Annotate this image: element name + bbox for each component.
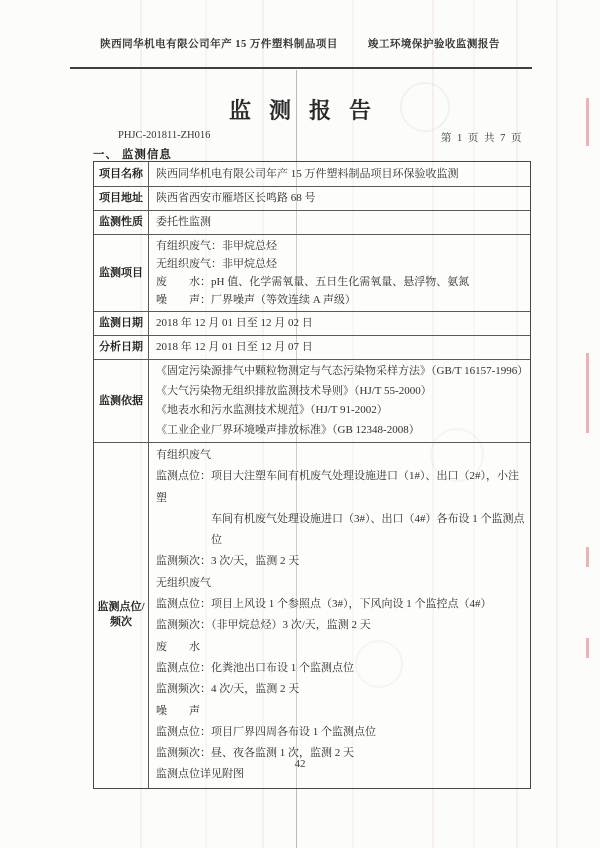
text-line: 2018 年 12 月 01 日至 12 月 02 日 [156,317,313,329]
page-indicator: 第 1 页 共 7 页 [440,133,523,144]
text-line: 无组织废气 [156,576,211,589]
table-row [94,311,530,335]
header-report-type: 竣工环境保护验收监测报告 [367,39,500,50]
row-value [149,235,530,311]
text-line: 监测点位：项目厂界四周各布设 1 个监测点位 [156,725,376,738]
section-heading: 一、 监测信息 [93,149,172,161]
text-line: 陕西省西安市雁塔区长鸣路 68 号 [156,192,316,204]
text-line: 有组织废气 [156,449,211,461]
text-line: 有组织废气：非甲烷总烃 [156,240,277,252]
row-label: 监测点位/频次 [94,443,149,788]
red-edge-mark [586,547,589,567]
table-row [94,335,530,359]
row-value [149,443,530,788]
row-value [149,336,530,359]
row-value [149,211,530,234]
row-value [149,162,530,186]
red-edge-mark [586,353,589,433]
running-header [0,36,600,51]
monitoring-table [93,161,531,789]
table-row [94,359,530,442]
text-line: 监测点位详见附图 [156,768,244,781]
table-row [94,186,530,210]
row-label: 监测依据 [94,360,149,442]
footer-page-number: 42 [294,758,306,770]
header-rule [70,67,532,69]
doc-meta-line [93,130,531,145]
text-line: 监测频次：（非甲烷总烃）3 次/天，监测 2 天 [156,619,371,632]
text-line: 监测频次：3 次/天，监测 2 天 [156,555,300,568]
text-line: 《地表水和污水监测技术规范》（HJ/T 91-2002） [156,404,388,416]
table-row [94,442,530,788]
text-line: 车间有机废气处理设施进口（3#）、出口（4#）各布设 1 个监测点位 [211,512,525,547]
text-line: 噪 声 [156,704,200,717]
text-line: 监测点位：化粪池出口布设 1 个监测点位 [156,661,354,674]
text-line: 监测频次：昼、夜各监测 1 次，监测 2 天 [156,747,354,760]
text-line: 监测点位：项目上风设 1 个参照点（3#），下风向设 1 个监控点（4#） [156,598,492,611]
text-line: 废 水 [156,640,200,653]
text-line: 陕西同华机电有限公司年产 15 万件塑料制品项目环保验收监测 [156,167,459,180]
text-line: 《固定污染源排气中颗粒物测定与气态污染物采样方法》（GB/T 16157-1996） [156,365,529,377]
row-label: 项目地址 [94,187,149,210]
row-value [149,187,530,210]
row-label: 监测项目 [94,235,149,311]
row-value [149,312,530,335]
table-row [94,162,530,186]
row-label: 监测性质 [94,211,149,234]
text-line: 废 水：pH 值、化学需氧量、五日生化需氧量、悬浮物、氨氮 [156,276,470,288]
report-title: 监测报告 [228,98,389,123]
row-label: 项目名称 [94,162,149,186]
header-project-title: 陕西同华机电有限公司年产 15 万件塑料制品项目 [100,39,338,50]
text-line: 噪 声：厂界噪声（等效连续 A 声级） [156,294,356,306]
table-row [94,234,530,311]
row-label: 监测日期 [94,312,149,335]
table-row [94,210,530,234]
text-line: 2018 年 12 月 01 日至 12 月 07 日 [156,341,313,353]
row-label: 分析日期 [94,336,149,359]
text-line: 《工业企业厂界环境噪声排放标准》（GB 12348-2008） [156,423,420,436]
text-line: 无组织废气：非甲烷总烃 [156,258,277,270]
red-edge-mark [586,638,589,658]
text-line: 监测点位：项目大注塑车间有机废气处理设施进口（1#）、出口（2#），小注塑 [156,470,519,504]
text-line: 《大气污染物无组织排放监测技术导则》（HJ/T 55-2000） [156,384,432,397]
text-line: 监测频次：4 次/天，监测 2 天 [156,683,300,696]
doc-number: PHJC-201811-ZH016 [118,130,211,141]
text-line: 委托性监测 [156,216,211,228]
scan-streak [556,0,558,848]
row-value [149,360,530,442]
